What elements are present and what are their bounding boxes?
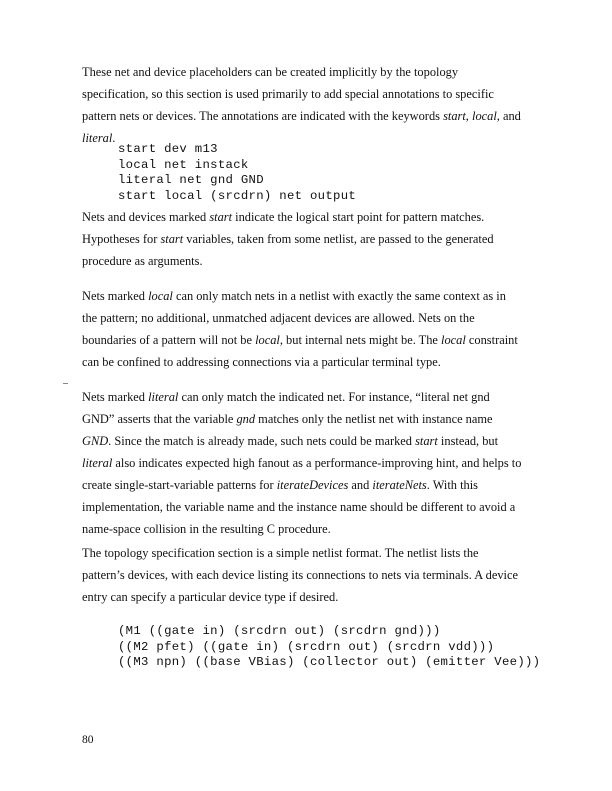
text-run: . With this implementation, the variable name and the instance name should be different to avoid a name-space collision in the resulting C procedure. (82, 478, 516, 536)
keyword-local: local (441, 333, 466, 347)
margin-mark (63, 383, 68, 384)
text-run: instead, but (437, 434, 499, 448)
text-run: These net and device placeholders can be created implicitly by the topology specification, so this section is used primarily to add special annotations to specific pattern nets or devices. The annotations are indicated with the keywords (82, 65, 494, 123)
code-line: literal net gnd GND (118, 173, 264, 188)
text-run: . (112, 131, 116, 145)
keyword-literal: literal (82, 131, 113, 145)
keyword-start: start (160, 232, 184, 246)
code-block-annotations (118, 142, 356, 204)
text-run: . Since the match is already made, such nets could be marked (108, 434, 416, 448)
paragraph-annotations-intro (82, 61, 522, 149)
paragraph-topology: The topology specification section is a simple netlist format. The netlist lists the pattern’s devices, with each device listing its connections to nets via terminals. A device entry can specify a particular device type if desired. (82, 546, 518, 604)
keyword-local: local (148, 289, 173, 303)
text-run: indicate the logical start point for pattern matches. Hypotheses for (82, 210, 485, 246)
text-run: and (348, 478, 373, 492)
keyword-start: start (209, 210, 233, 224)
keyword-local: local (472, 109, 497, 123)
keyword-local: local (255, 333, 280, 347)
keyword-start: start (443, 109, 466, 123)
code-block-netlist (118, 624, 540, 671)
keyword-literal: literal (148, 390, 179, 404)
code-line: local net instack (118, 157, 249, 172)
text-run: constraint can be confined to addressing connections via a particular terminal type. (82, 333, 518, 369)
paragraph-literal (82, 386, 522, 540)
text-run: can only match the indicated net. For instance, “literal net gnd GND” asserts that the variable (82, 390, 490, 426)
paragraph-local (82, 285, 522, 373)
page-number: 80 (82, 734, 94, 746)
text-run: Nets marked (82, 390, 149, 404)
code-line: ((M2 pfet) ((gate in) (srcdrn out) (srcdrn vdd))) (118, 639, 495, 654)
text-run: can only match nets in a netlist with exactly the same context as in the pattern; no additional, unmatched adjacent devices are allowed. Nets on the boundaries of a pattern will not be (82, 289, 506, 347)
text-run: Nets marked (82, 289, 149, 303)
keyword-literal: literal (82, 456, 113, 470)
code-line: start local (srcdrn) net output (118, 188, 357, 203)
code-line: start dev m13 (118, 142, 218, 156)
keyword-start: start (415, 434, 438, 448)
text-run: Nets and devices marked (82, 210, 210, 224)
text-run: , (465, 109, 472, 123)
text-run: , but internal nets might be. The (279, 333, 442, 347)
text-run: variables, taken from some netlist, are passed to the generated procedure as arguments. (82, 232, 494, 268)
keyword-GND: GND (82, 434, 109, 448)
code-line: (M1 ((gate in) (srcdrn out) (srcdrn gnd))) (118, 624, 441, 638)
text-run: matches only the netlist net with instance name (255, 412, 493, 426)
paragraph-start (82, 206, 522, 272)
keyword-gnd: gnd (236, 412, 256, 426)
keyword-iterateDevices: iterateDevices (276, 478, 349, 492)
code-line: ((M3 npn) ((base VBias) (collector out) (emitter Vee))) (118, 655, 541, 670)
keyword-iterateNets: iterateNets (372, 478, 427, 492)
text-run: , and (496, 109, 521, 123)
text-run: also indicates expected high fanout as a performance-improving hint, and helps to create single-start-variable patterns for (82, 456, 522, 492)
